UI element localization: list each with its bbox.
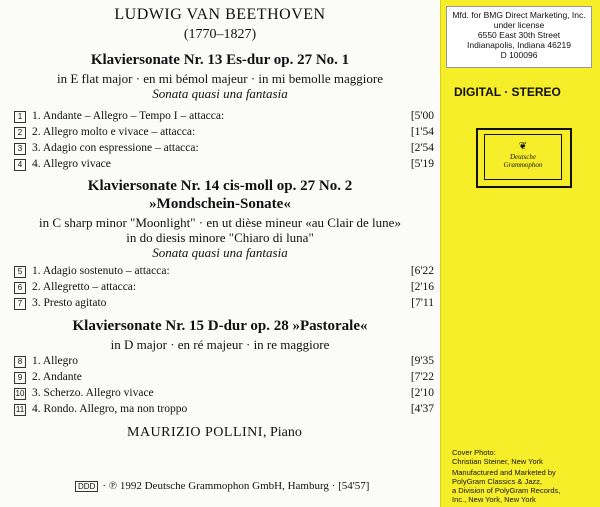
- track-row[interactable]: [14, 265, 434, 279]
- track-duration: [7'11: [411, 297, 434, 309]
- track-row[interactable]: [14, 158, 434, 172]
- label-panel: [440, 0, 600, 507]
- performer-name: MAURIZIO POLLINI: [127, 425, 263, 440]
- track-number: 3: [14, 143, 26, 155]
- track-number: 5: [14, 266, 26, 278]
- track-title: 3. Scherzo. Allegro vivace: [32, 387, 154, 399]
- deutsche-grammophon-logo: [476, 128, 572, 188]
- track-number: 6: [14, 282, 26, 294]
- sonata-15-title: Klaviersonate Nr. 15 D-dur op. 28 »Pastorale«: [72, 318, 368, 334]
- track-row[interactable]: [14, 126, 434, 140]
- credit-line: PolyGram Classics & Jazz,: [452, 477, 543, 486]
- track-row[interactable]: [14, 371, 434, 385]
- track-title: 1. Adagio sostenuto – attacca:: [32, 265, 170, 277]
- track-row[interactable]: [14, 387, 434, 401]
- track-duration: [7'22: [410, 371, 434, 383]
- copyright-footer: [75, 480, 369, 492]
- track-number: 11: [15, 405, 25, 414]
- track-row[interactable]: [14, 110, 434, 124]
- logo-text-line: Deutsche: [509, 153, 537, 161]
- distribution-sticker: [446, 6, 592, 68]
- track-number: 1: [14, 111, 26, 123]
- composer-name: LUDWIG VAN BEETHOVEN: [114, 6, 326, 23]
- credit-line: Inc., New York, New York: [452, 495, 536, 504]
- track-title: 3. Adagio con espressione – attacca:: [32, 142, 199, 154]
- track-duration: [4'37: [410, 403, 434, 415]
- sonata-13-keys: in E flat major · en mi bémol majeur · in mi bemolle maggiore: [57, 71, 383, 86]
- track-duration: [2'54: [410, 142, 434, 154]
- format-label: DIGITAL · STEREO: [454, 85, 561, 99]
- credit-line: Manufactured and Marketed by: [452, 468, 556, 477]
- sonata-13-title: Klaviersonate Nr. 13 Es-dur op. 27 No. 1: [90, 52, 350, 68]
- track-number: 10: [15, 389, 25, 398]
- track-title: 3. Presto agitato: [32, 297, 107, 309]
- logo-text-line: Grammophon: [503, 161, 543, 169]
- track-title: 4. Rondo. Allegro, ma non troppo: [32, 403, 188, 415]
- credit-line: Christian Steiner, New York: [452, 457, 543, 466]
- sticker-line: Mfd. for BMG Direct Marketing, Inc.: [452, 10, 586, 20]
- track-duration: [1'54: [410, 126, 434, 138]
- performer-role: , Piano: [262, 425, 302, 440]
- sonata-14-subtitle: Sonata quasi una fantasia: [152, 245, 288, 260]
- track-title: 1. Andante – Allegro – Tempo I – attacca:: [32, 110, 225, 122]
- track-row[interactable]: [14, 281, 434, 295]
- track-number: 4: [14, 159, 26, 171]
- track-title: 2. Allegretto – attacca:: [32, 281, 137, 293]
- track-title: 1. Allegro: [32, 355, 78, 367]
- copyright-text: · ℗ 1992 Deutsche Grammophon GmbH, Hamburg · [54'57]: [102, 480, 370, 492]
- sonata-14-keys-it: in do diesis minore "Chiaro di luna": [126, 230, 314, 245]
- credit-line: a Division of PolyGram Records,: [452, 486, 561, 495]
- track-number: 8: [14, 356, 26, 368]
- sonata-14-nickname: »Mondschein-Sonate«: [149, 196, 291, 212]
- track-duration: [5'19: [410, 158, 434, 170]
- sonata-13-subtitle: Sonata quasi una fantasia: [152, 86, 288, 101]
- performer: [127, 425, 302, 441]
- sticker-line: 6550 East 30th Street: [477, 30, 561, 40]
- track-number: 9: [14, 372, 26, 384]
- sonata-15-keys: in D major · en ré majeur · in re maggiore: [110, 337, 330, 352]
- credit-line: Cover Photo:: [452, 448, 496, 457]
- track-title: 2. Andante: [32, 371, 82, 383]
- track-duration: [5'00: [410, 110, 434, 122]
- track-row[interactable]: [14, 355, 434, 369]
- track-row[interactable]: [14, 403, 434, 417]
- track-title: 4. Allegro vivace: [32, 158, 111, 170]
- composer-years: (1770–1827): [183, 27, 257, 42]
- distributor-credit: [452, 468, 560, 504]
- logo-frame: [484, 134, 562, 180]
- track-title: 2. Allegro molto e vivace – attacca:: [32, 126, 196, 138]
- track-number: 7: [14, 298, 26, 310]
- track-duration: [2'10: [410, 387, 434, 399]
- sticker-line: under license: [493, 20, 545, 30]
- ddd-logo: DDD: [75, 481, 98, 492]
- track-duration: [9'35: [410, 355, 434, 367]
- track-number: 2: [14, 127, 26, 139]
- track-duration: [6'22: [410, 265, 434, 277]
- tulip-crest-icon: ❦: [518, 141, 528, 152]
- sonata-14-title: Klaviersonate Nr. 14 cis-moll op. 27 No. 2: [87, 178, 353, 194]
- cover-credit: [452, 448, 543, 466]
- sonata-14-keys: in C sharp minor "Moonlight" · en ut dièse mineur «au Clair de lune»: [39, 215, 401, 230]
- track-row[interactable]: [14, 297, 434, 311]
- sticker-line: Indianapolis, Indiana 46219: [467, 40, 571, 50]
- sticker-line: D 100096: [500, 50, 538, 60]
- track-row[interactable]: [14, 142, 434, 156]
- track-duration: [2'16: [410, 281, 434, 293]
